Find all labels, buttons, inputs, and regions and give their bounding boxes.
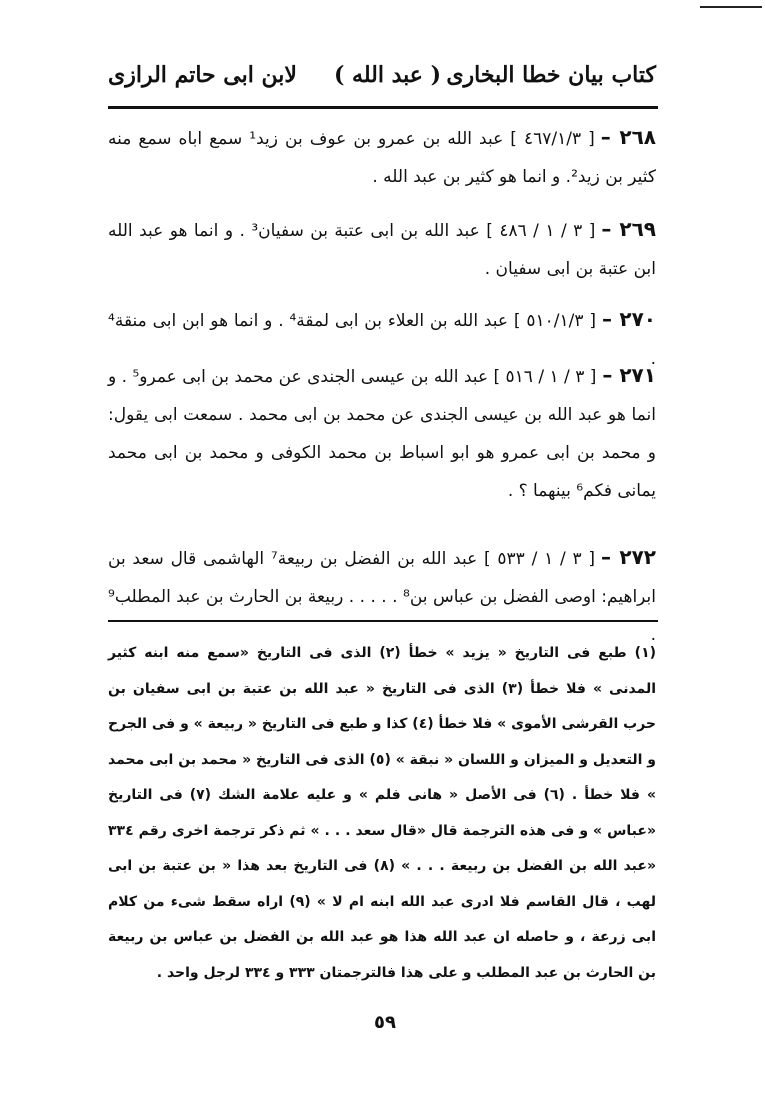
entry-271 [108, 356, 656, 510]
corner-rule [700, 6, 762, 8]
page-number: ٥٩ [374, 1012, 396, 1033]
entry-text: [ ٤٦٧/١/٣ ] عبد الله بن عمرو بن عوف بن زيد¹ سمع اباه سمع منه كثير بن زيد². و انما هو كثير بن عبد الله . [108, 129, 656, 187]
header-rule [108, 106, 658, 109]
running-header [108, 52, 656, 104]
entry-text: [ ٣ / ١ / ٥٣٣ ] عبد الله بن الفضل بن ربيعة⁷ الهاشمى قال سعد بن ابراهيم: اوصى الفضل بن عباس بن⁸ . . . . . ربيعة بن الحارث بن عبد المطلب⁹ . [108, 549, 657, 645]
footnotes: (١) طبع فى التاريخ « يزيد » خطأ (٢) الذى فى التاريخ «سمع منه ابنه كثير المدنى » فلا خطأ (٣) الذى فى التاريخ « عبد الله بن عتبة بن ابى سفيان بن حرب القرشى الأموى » فلا خطأ (٤) كذا و طبع فى التاريخ « ربيعة » و فى الجرح و التعديل و الميزان و اللسان « نبقة » (٥) الذى فى التاريخ « محمد بن ابى محمد » فلا خطأ . (٦) فى الأصل « هانى فلم » و عليه علامة الشك (٧) فى التاريخ «عباس » و فى هذه الترجمة قال «قال سعد . . . » ثم ذكر ترجمة اخرى رقم ٣٣٤ «عبد الله بن الفضل بن ربيعة . . . » (٨) فى التاريخ بعد هذا « بن عتبة بن ابى لهب ، قال القاسم فلا ادرى عبد الله ابنه ام لا » (٩) اراه سقط شىء من كلام ابى زرعة ، و حاصله ان عبد الله هذا هو عبد الله بن الفضل بن عباس بن ربيعة بن الحارث بن عبد المطلب و على هذا فالترجمتان ٣٣٣ و ٣٣٤ لرجل واحد . [108, 645, 657, 981]
entry-number: ٢٦٩ – [601, 217, 656, 241]
entry-text: [ ٣ / ١ / ٤٨٦ ] عبد الله بن ابى عتبة بن سفيان³ . و انما هو عبد الله ابن عتبة بن ابى سفيان . [108, 221, 656, 279]
entry-269 [108, 210, 656, 288]
author-name: لابن ابى حاتم الرازى [108, 62, 297, 88]
section-label: ( عبد الله ) [333, 62, 441, 88]
entry-number: ٢٧٢ – [601, 545, 656, 569]
entry-268 [108, 118, 656, 196]
entry-text: [ ٣ / ١ / ٥١٦ ] عبد الله بن عيسى الجندى عن محمد بن ابى عمرو⁵ . و انما هو عبد الله بن عيسى الجندى عن محمد بن ابى محمد . سمعت ابى يقول: و محمد بن ابى عمرو هو ابو اسباط بن محمد الكوفى و محمد بن ابى محمد يمانى فكم⁶ بينهما ؟ . [108, 367, 656, 501]
book-title: كتاب بيان خطا البخارى [446, 62, 656, 88]
entry-number: ٢٧١ – [602, 363, 656, 387]
entry-number: ٢٧٠ – [601, 307, 656, 331]
entry-text: [ ٥١٠/١/٣ ] عبد الله بن العلاء بن ابى لمقة⁴ . و انما هو ابن ابى منقة⁴ . [108, 311, 656, 369]
footnote-rule [108, 620, 658, 622]
entry-number: ٢٦٨ – [600, 125, 656, 149]
